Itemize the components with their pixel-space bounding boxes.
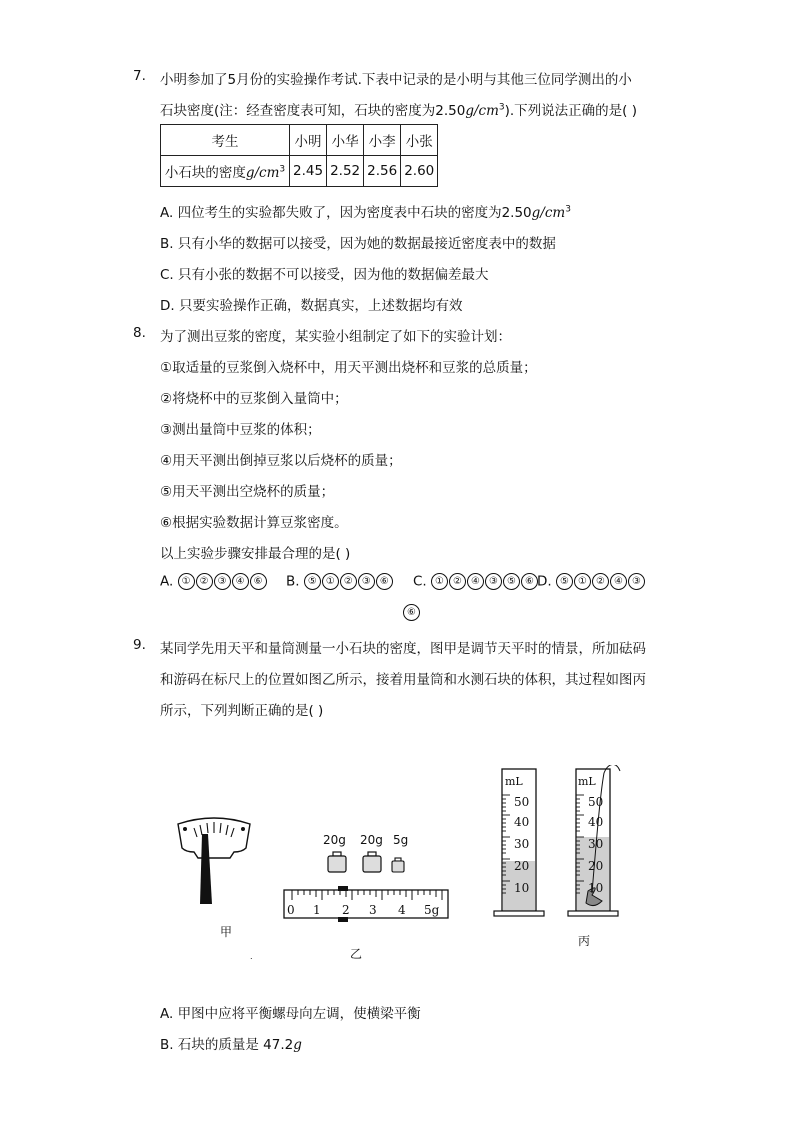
table-row: [161, 156, 438, 187]
weight-label: 5g: [393, 833, 409, 847]
q8-option-c-seq: [431, 574, 539, 590]
weight-20g-icon: [328, 852, 346, 872]
step-number-circle: ②: [340, 573, 357, 590]
table-header-label: 考生: [161, 125, 290, 156]
step-number-circle: ⑤: [556, 573, 573, 590]
step-mark: ④: [160, 453, 173, 469]
table-value-cell: 2.52: [327, 156, 364, 187]
ruler-tick: 0: [287, 903, 295, 917]
ruler-tick: 5g: [424, 903, 440, 917]
q8-step: [160, 511, 348, 531]
table-name-cell: 小华: [327, 125, 364, 156]
table-row-label: [161, 156, 290, 187]
step-text: 用天平测出倒掉豆浆以后烧杯的质量；: [172, 453, 402, 469]
q7-option-d: D. 只要实验操作正确，数据真实，上述数据均有效: [160, 298, 463, 314]
cylinder-mark: 30: [514, 837, 530, 851]
step-number-circle: ①: [574, 573, 591, 590]
q8-step: [160, 418, 321, 438]
q8-option-c: [413, 573, 539, 590]
balance-scale-figure: [172, 812, 256, 907]
q8-intro: 为了测出豆浆的密度，某实验小组制定了如下的实验计划：: [160, 329, 511, 345]
q7-stem-line1: 小明参加了5月份的实验操作考试.下表中记录的是小明与其他三位同学测出的小: [160, 72, 632, 88]
table-value-cell: 2.56: [364, 156, 401, 187]
q7-stem-unit: g/cm: [465, 103, 499, 119]
step-number-circle: ④: [467, 573, 484, 590]
table-value-cell: 2.60: [401, 156, 438, 187]
cylinder-mark: 20: [588, 859, 604, 873]
q7-option-a: [160, 201, 571, 221]
cylinder-mark: 20: [514, 859, 530, 873]
q8-question: 以上实验步骤安排最合理的是( ): [160, 546, 351, 562]
option-label: C.: [413, 573, 427, 590]
step-number-circle: ①: [178, 573, 195, 590]
q7-stem-line2-text: 石块密度(注：经查密度表可知，石块的密度为2.50: [160, 103, 466, 119]
figure-label-yi: 乙: [350, 947, 363, 961]
step-number-circle: ③: [485, 573, 502, 590]
q9-option-a: A. 甲图中应将平衡螺母向左调，使横梁平衡: [160, 1006, 421, 1022]
cylinder-mark: 10: [588, 881, 604, 895]
q7-option-a-text: A. 四位考生的实验都失败了，因为密度表中石块的密度为2.50: [160, 205, 532, 221]
q7-option-b: B. 只有小华的数据可以接受，因为她的数据最接近密度表中的数据: [160, 236, 556, 252]
cylinder-unit-label: mL: [505, 775, 523, 788]
q8-step: [160, 480, 334, 500]
figure-label-jia: 甲: [220, 925, 233, 939]
step-number-circle: ①: [431, 573, 448, 590]
cylinder-mark: 30: [588, 837, 604, 851]
q7-option-c: C. 只有小张的数据不可以接受，因为他的数据偏差最大: [160, 267, 489, 283]
step-mark: ②: [160, 391, 173, 407]
ruler-tick: 1: [313, 903, 321, 917]
table-name-cell: 小李: [364, 125, 401, 156]
step-number-circle: ③: [628, 573, 645, 590]
q9-option-b-text: B. 石块的质量是 47.2: [160, 1037, 294, 1053]
figure-label-bing: 丙: [578, 934, 591, 948]
step-number-circle: ⑥: [376, 573, 393, 590]
q8-step: [160, 387, 348, 407]
weights-figure: [320, 850, 410, 875]
q9-option-b: [160, 1033, 302, 1053]
cylinder-mark: 10: [514, 881, 530, 895]
step-mark: ⑥: [160, 515, 173, 531]
option-label: D.: [537, 573, 552, 590]
q9-number: 9.: [133, 637, 146, 653]
q8-step: [160, 356, 537, 376]
q8-option-b: [286, 573, 394, 590]
cylinder-mark: 50: [588, 795, 604, 809]
step-number-circle: ①: [322, 573, 339, 590]
q8-option-d-wrap: [403, 604, 421, 621]
table-name-cell: 小明: [290, 125, 327, 156]
step-number-circle: ③: [358, 573, 375, 590]
step-number-circle: ②: [196, 573, 213, 590]
step-text: 测出量筒中豆浆的体积；: [172, 422, 321, 438]
q9-option-b-unit: g: [293, 1037, 302, 1053]
step-number-circle: ⑤: [304, 573, 321, 590]
q7-option-a-unit-sup: 3: [565, 204, 571, 215]
q7-stem-unit-sup: 3: [498, 102, 505, 113]
table-name-cell: 小张: [401, 125, 438, 156]
step-number-circle: ②: [592, 573, 609, 590]
option-label: B.: [286, 573, 300, 590]
table-value-cell: 2.45: [290, 156, 327, 187]
option-label: A.: [160, 573, 174, 590]
rider-bottom-icon: [338, 917, 348, 922]
q7-density-table: [160, 124, 438, 187]
ruler-tick: 3: [369, 903, 377, 917]
q8-option-a: [160, 573, 268, 590]
table-row: [161, 125, 438, 156]
ruler-tick: 4: [398, 903, 406, 917]
step-text: 将烧杯中的豆浆倒入量筒中；: [172, 391, 348, 407]
q7-stem-line2-end: ).下列说法正确的是( ): [504, 103, 638, 119]
step-number-circle: ④: [610, 573, 627, 590]
q7-option-a-unit: g/cm: [531, 205, 566, 221]
ruler-tick: 2: [342, 903, 350, 917]
q8-step: [160, 449, 402, 469]
step-number-circle: ③: [214, 573, 231, 590]
step-number-circle: ⑥: [521, 573, 538, 590]
rider-top-icon: [338, 886, 348, 891]
weight-label: 20g: [360, 833, 383, 847]
weight-label: 20g: [323, 833, 346, 847]
table-row-label-text: 小石块的密度: [164, 165, 246, 181]
q9-stem-line2: 和游码在标尺上的位置如图乙所示，接着用量筒和水测石块的体积，其过程如图丙: [160, 672, 646, 688]
q8-option-b-seq: [304, 574, 394, 590]
q8-option-d: [537, 573, 646, 590]
q9-stem-line1: 某同学先用天平和量筒测量一小石块的密度，图甲是调节天平时的情景，所加砝码: [160, 641, 646, 657]
q7-number: 7.: [133, 68, 146, 84]
step-text: 用天平测出空烧杯的质量；: [172, 484, 335, 500]
weight-20g-icon: [363, 852, 381, 872]
step-text: 取适量的豆浆倒入烧杯中，用天平测出烧杯和豆浆的总质量；: [172, 360, 537, 376]
q8-option-d-seq: [556, 574, 646, 590]
cylinder-mark: 40: [588, 815, 604, 829]
q9-stem-line3: 所示，下列判断正确的是( ): [160, 703, 324, 719]
cylinder-mark: 40: [514, 815, 530, 829]
step-number-circle: ④: [232, 573, 249, 590]
step-mark: ⑤: [160, 484, 173, 500]
step-number-circle: ⑤: [503, 573, 520, 590]
table-row-unit: g/cm: [245, 165, 280, 181]
q7-stem-line2: [160, 99, 637, 119]
table-row-unit-sup: 3: [279, 164, 286, 175]
q8-option-a-seq: [178, 574, 268, 590]
cylinder-mark: 50: [514, 795, 530, 809]
q8-number: 8.: [133, 325, 146, 341]
step-number-circle: ②: [449, 573, 466, 590]
step-number-circle: ⑥: [250, 573, 267, 590]
cylinder-unit-label: mL: [578, 775, 596, 788]
weight-5g-icon: [392, 858, 404, 872]
step-mark: ③: [160, 422, 173, 438]
step-mark: ①: [160, 360, 173, 376]
step-number-circle: ⑥: [403, 604, 420, 621]
step-text: 根据实验数据计算豆浆密度。: [172, 515, 348, 531]
